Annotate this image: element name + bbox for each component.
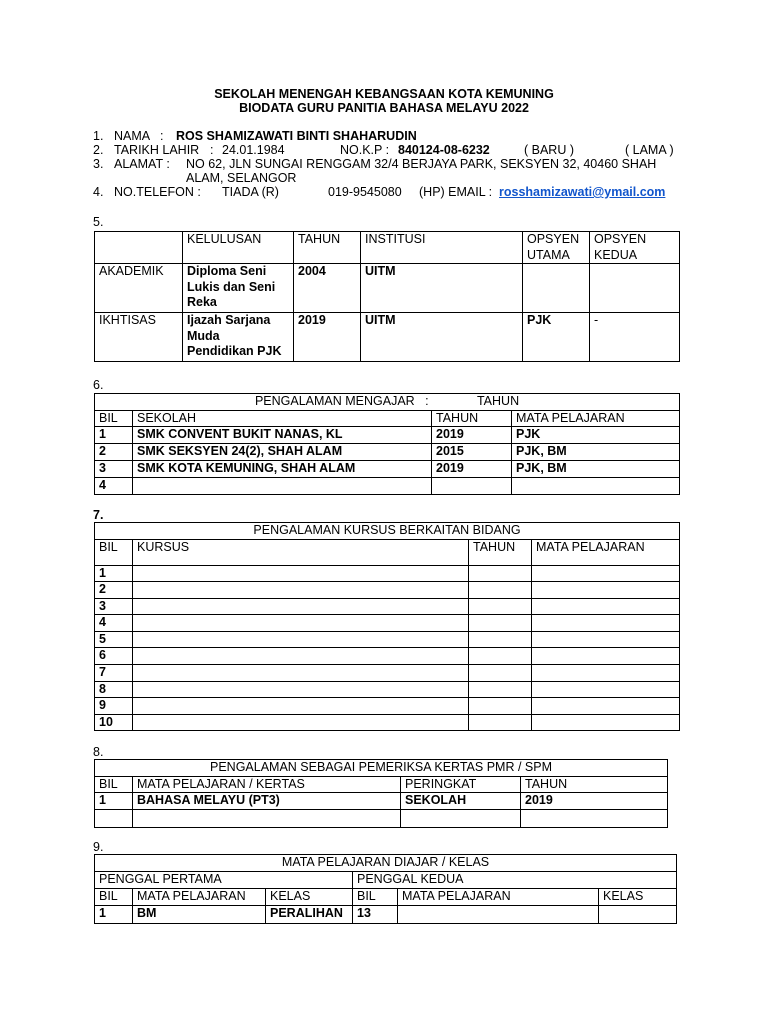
examiner-experience-table	[94, 759, 668, 828]
table-cell	[469, 582, 532, 599]
table-cell: 7	[95, 665, 133, 682]
table-cell: PJK	[523, 313, 590, 362]
table-cell: 9	[95, 698, 133, 715]
table-cell	[590, 264, 680, 313]
section-6-number: 6.	[93, 378, 104, 392]
table-row	[95, 461, 680, 478]
table-cell	[133, 478, 432, 495]
table-cell	[532, 698, 680, 715]
table-cell	[133, 810, 401, 828]
header-cell: MATA PELAJARAN	[133, 888, 266, 905]
header-cell: MATA PELAJARAN	[532, 539, 680, 565]
telefon-rumah: TIADA (R)	[222, 185, 279, 199]
penggal-kedua: PENGGAL KEDUA	[353, 871, 677, 888]
table-cell	[469, 681, 532, 698]
table-row	[95, 313, 680, 362]
item-number-1: 1.	[93, 129, 104, 143]
alamat-line-1: NO 62, JLN SUNGAI RENGGAM 32/4 BERJAYA PARK, SEKSYEN 32, 40460 SHAH	[186, 157, 657, 171]
table-row	[95, 698, 680, 715]
table-cell: BAHASA MELAYU (PT3)	[133, 793, 401, 810]
header-cell: OPSYEN KEDUA	[590, 232, 680, 264]
tarikh-lahir-value: 24.01.1984	[222, 143, 285, 157]
penggal-row	[95, 871, 677, 888]
table-cell: SEKOLAH	[401, 793, 521, 810]
table-cell	[469, 714, 532, 731]
header-cell: TAHUN	[294, 232, 361, 264]
item-number-3: 3.	[93, 157, 104, 171]
table-cell	[133, 565, 469, 582]
course-experience-table	[94, 522, 680, 731]
table-title: PENGALAMAN MENGAJAR : TAHUN	[95, 394, 680, 411]
table-row	[95, 810, 668, 828]
header-cell: BIL	[95, 888, 133, 905]
table-row	[95, 793, 668, 810]
table-cell: 3	[95, 598, 133, 615]
table-cell	[599, 905, 677, 923]
table-cell: IKHTISAS	[95, 313, 183, 362]
table-cell: 4	[95, 478, 133, 495]
header-cell: TAHUN	[469, 539, 532, 565]
table-title: PENGALAMAN SEBAGAI PEMERIKSA KERTAS PMR / SPM	[95, 760, 668, 777]
table-cell: 5	[95, 631, 133, 648]
qualification-header-row	[95, 232, 680, 264]
table-row	[95, 264, 680, 313]
table-cell	[532, 714, 680, 731]
table-cell	[133, 631, 469, 648]
header-cell: MATA PELAJARAN	[398, 888, 599, 905]
nokp-lama: ( LAMA )	[625, 143, 674, 157]
table-cell: 3	[95, 461, 133, 478]
table-cell	[469, 598, 532, 615]
table-cell: PERALIHAN	[266, 905, 353, 923]
header-cell: TAHUN	[521, 776, 668, 793]
nokp-baru: ( BARU )	[524, 143, 574, 157]
table-cell	[532, 681, 680, 698]
header-cell: SEKOLAH	[133, 410, 432, 427]
header-cell: BIL	[95, 410, 133, 427]
item-number-4: 4.	[93, 185, 104, 199]
table-title-row	[95, 855, 677, 872]
school-title: SEKOLAH MENENGAH KEBANGSAAN KOTA KEMUNING	[214, 87, 554, 101]
table-cell	[133, 698, 469, 715]
table-cell	[469, 698, 532, 715]
table-cell: 8	[95, 681, 133, 698]
table-cell	[469, 665, 532, 682]
table-header-row	[95, 539, 680, 565]
email-link[interactable]: rosshamizawati@ymail.com	[499, 185, 666, 199]
table-cell	[469, 565, 532, 582]
header-cell: OPSYEN UTAMA	[523, 232, 590, 264]
table-row	[95, 582, 680, 599]
header-cell: KELULUSAN	[183, 232, 294, 264]
table-cell: PJK, BM	[512, 444, 680, 461]
table-cell	[532, 631, 680, 648]
table-cell	[521, 810, 668, 828]
table-cell	[133, 582, 469, 599]
table-cell	[532, 648, 680, 665]
table-title-row	[95, 394, 680, 411]
table-cell	[398, 905, 599, 923]
table-cell: SMK CONVENT BUKIT NANAS, KL	[133, 427, 432, 444]
section-7-number: 7.	[93, 508, 104, 522]
table-cell	[532, 665, 680, 682]
header-cell: KELAS	[599, 888, 677, 905]
section-8-number: 8.	[93, 745, 104, 759]
table-cell	[469, 631, 532, 648]
table-cell: 2019	[432, 427, 512, 444]
table-cell	[532, 615, 680, 632]
nama-label: NAMA	[114, 129, 151, 143]
table-cell	[512, 478, 680, 495]
table-cell: UITM	[361, 313, 523, 362]
table-cell: 1	[95, 905, 133, 923]
table-cell: -	[590, 313, 680, 362]
teaching-experience-table	[94, 393, 680, 495]
table-row	[95, 565, 680, 582]
telefon-label: NO.TELEFON :	[114, 185, 201, 199]
document-subtitle: BIODATA GURU PANITIA BAHASA MELAYU 2022	[239, 101, 529, 115]
table-cell	[133, 681, 469, 698]
table-row	[95, 615, 680, 632]
table-cell	[432, 478, 512, 495]
table-cell: Diploma Seni Lukis dan Seni Reka	[183, 264, 294, 313]
table-title-row	[95, 760, 668, 777]
table-cell	[532, 565, 680, 582]
header-cell: BIL	[95, 776, 133, 793]
table-cell	[95, 810, 133, 828]
table-cell: BM	[133, 905, 266, 923]
header-cell: BIL	[353, 888, 398, 905]
table-cell: 6	[95, 648, 133, 665]
table-cell: 2004	[294, 264, 361, 313]
table-cell	[133, 598, 469, 615]
table-cell: 4	[95, 615, 133, 632]
table-row	[95, 665, 680, 682]
table-cell: AKADEMIK	[95, 264, 183, 313]
table-header-row	[95, 410, 680, 427]
table-cell	[532, 598, 680, 615]
table-row	[95, 598, 680, 615]
table-cell: 10	[95, 714, 133, 731]
table-cell	[532, 582, 680, 599]
table-header-row	[95, 888, 677, 905]
header-cell: PERINGKAT	[401, 776, 521, 793]
header-cell: MATA PELAJARAN / KERTAS	[133, 776, 401, 793]
table-cell	[401, 810, 521, 828]
table-row	[95, 427, 680, 444]
section-5-number: 5.	[93, 215, 104, 229]
header-cell: BIL	[95, 539, 133, 565]
table-cell: 1	[95, 793, 133, 810]
table-row	[95, 714, 680, 731]
table-row	[95, 444, 680, 461]
table-cell	[523, 264, 590, 313]
header-cell	[95, 232, 183, 264]
subjects-taught-table	[94, 854, 677, 924]
header-cell: INSTITUSI	[361, 232, 523, 264]
table-row	[95, 631, 680, 648]
table-cell: 2	[95, 582, 133, 599]
nokp-value: 840124-08-6232	[398, 143, 490, 157]
nama-value: ROS SHAMIZAWATI BINTI SHAHARUDIN	[176, 129, 417, 143]
email-label: (HP) EMAIL :	[419, 185, 493, 199]
penggal-pertama: PENGGAL PERTAMA	[95, 871, 353, 888]
table-cell: UITM	[361, 264, 523, 313]
header-cell: MATA PELAJARAN	[512, 410, 680, 427]
header-cell: KELAS	[266, 888, 353, 905]
table-cell: SMK SEKSYEN 24(2), SHAH ALAM	[133, 444, 432, 461]
table-cell: PJK	[512, 427, 680, 444]
table-cell	[133, 648, 469, 665]
alamat-line-2: ALAM, SELANGOR	[186, 171, 297, 185]
table-title: PENGALAMAN KURSUS BERKAITAN BIDANG	[95, 523, 680, 540]
table-cell: 1	[95, 427, 133, 444]
nokp-label: NO.K.P :	[340, 143, 390, 157]
table-row	[95, 648, 680, 665]
tarikh-lahir-label: TARIKH LAHIR	[114, 143, 200, 157]
section-9-number: 9.	[93, 840, 104, 854]
table-cell	[133, 615, 469, 632]
table-cell: 13	[353, 905, 398, 923]
table-cell: Ijazah Sarjana Muda Pendidikan PJK	[183, 313, 294, 362]
item-number-2: 2.	[93, 143, 104, 157]
table-title: MATA PELAJARAN DIAJAR / KELAS	[95, 855, 677, 872]
table-title-row	[95, 523, 680, 540]
table-cell: 2019	[432, 461, 512, 478]
table-cell: 2019	[521, 793, 668, 810]
table-row	[95, 478, 680, 495]
table-cell	[469, 648, 532, 665]
table-header-row	[95, 776, 668, 793]
alamat-label: ALAMAT :	[114, 157, 170, 171]
table-row	[95, 681, 680, 698]
table-cell: 2	[95, 444, 133, 461]
tarikh-lahir-colon: :	[210, 143, 214, 157]
header-cell: KURSUS	[133, 539, 469, 565]
table-cell: PJK, BM	[512, 461, 680, 478]
qualification-table	[94, 231, 680, 362]
table-cell	[469, 615, 532, 632]
table-cell: 2019	[294, 313, 361, 362]
table-cell: 1	[95, 565, 133, 582]
nama-colon: :	[160, 129, 164, 143]
table-cell	[133, 665, 469, 682]
telefon-hp: 019-9545080	[328, 185, 402, 199]
table-row	[95, 905, 677, 923]
table-cell: SMK KOTA KEMUNING, SHAH ALAM	[133, 461, 432, 478]
header-cell: TAHUN	[432, 410, 512, 427]
table-cell	[133, 714, 469, 731]
table-cell: 2015	[432, 444, 512, 461]
